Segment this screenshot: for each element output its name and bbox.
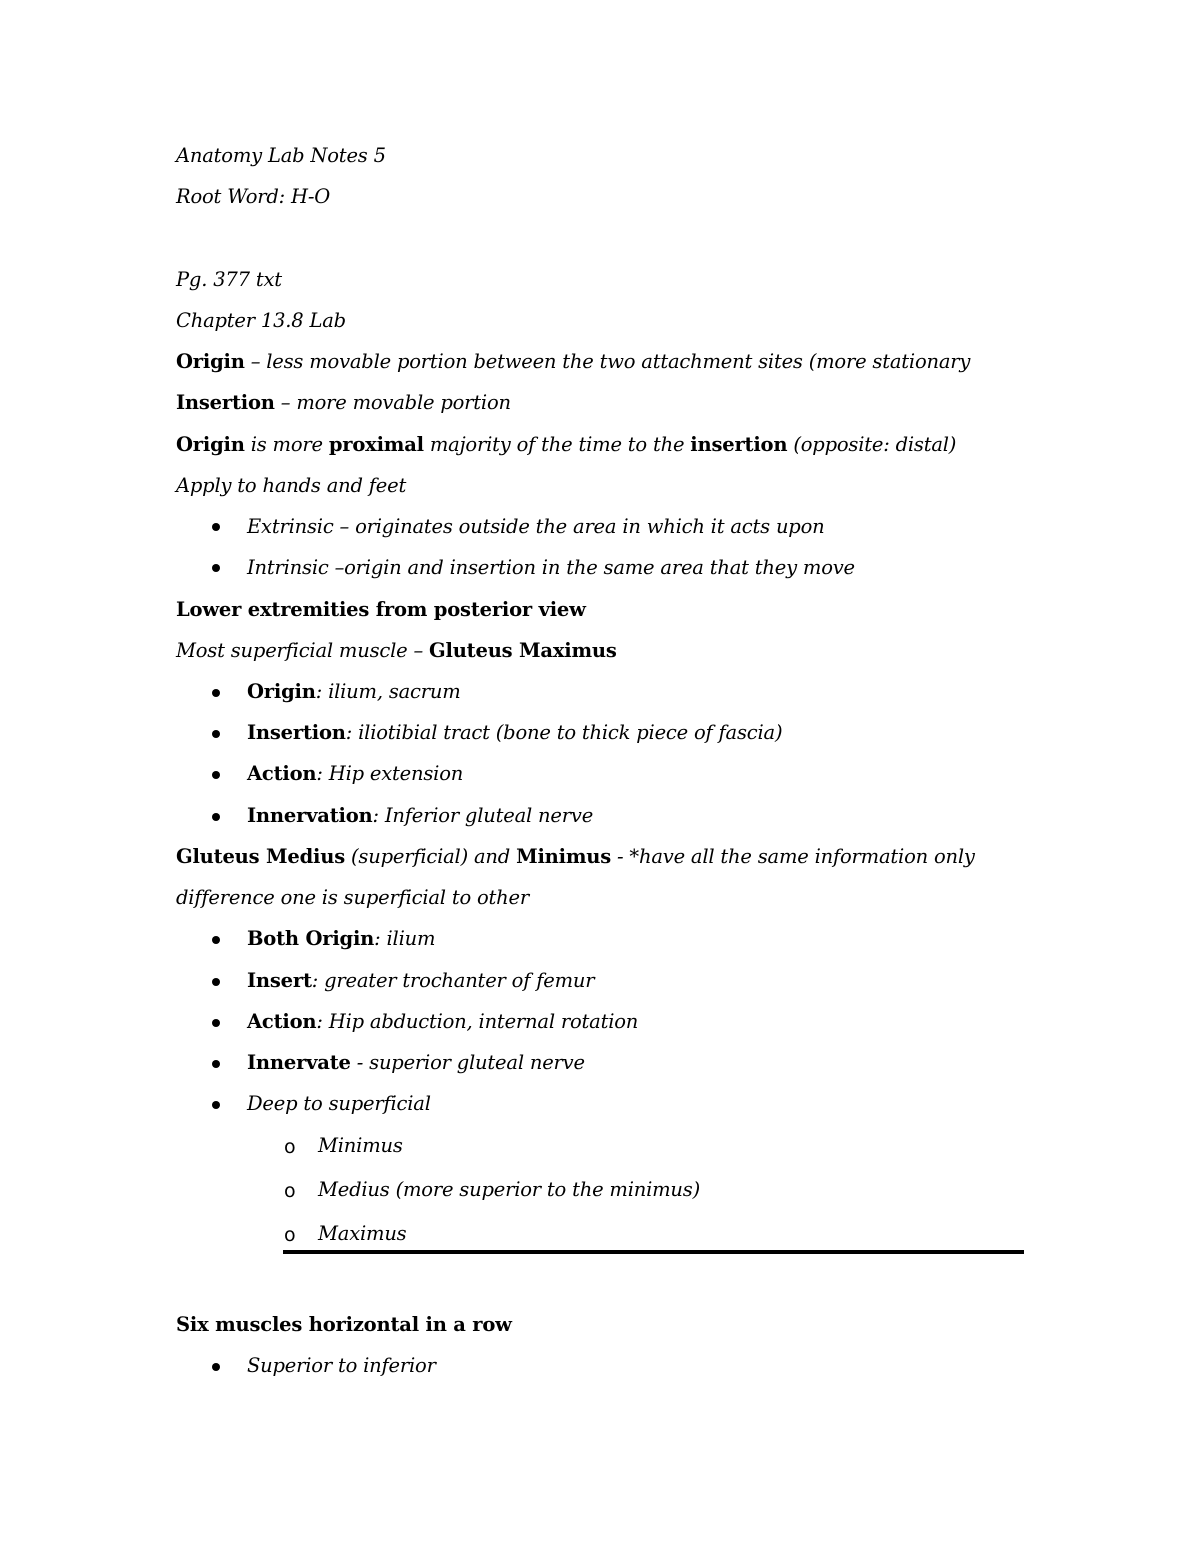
rel-text2: majority of the time to the: [423, 433, 691, 456]
bullet-icon: [212, 813, 220, 821]
doc-title: Anatomy Lab Notes 5: [176, 144, 386, 167]
deep-to-superficial: Deep to superficial: [247, 1092, 431, 1115]
maximus-innervation: [247, 804, 593, 828]
sub-item-maximus: Maximus: [318, 1222, 407, 1245]
page-ref: Pg. 377 txt: [176, 268, 282, 291]
bullet-icon: [212, 978, 220, 986]
medius-innervate-label: Innervate: [247, 1051, 351, 1074]
sub-item-minimus: Minimus: [318, 1134, 403, 1157]
maximus-insertion-label: Insertion: [247, 721, 346, 744]
superficial-muscle: Gluteus Maximus: [429, 639, 617, 662]
relation-line: [176, 433, 956, 457]
bullet-icon: [212, 1060, 220, 1068]
maximus-action-label: Action: [247, 762, 317, 785]
sub-bullet-icon: o: [284, 1224, 296, 1246]
medius-action-label: Action: [247, 1010, 317, 1033]
apply-line: Apply to hands and feet: [176, 474, 407, 497]
medius-innervate: [247, 1051, 585, 1075]
intrinsic-item: Intrinsic –origin and insertion in the same area that they move: [247, 556, 855, 579]
bullet-icon: [212, 1363, 220, 1371]
minimus-name: Minimus: [516, 845, 612, 868]
insertion-definition: [176, 391, 511, 415]
medius-origin-label: Both Origin: [247, 927, 375, 950]
sub-bullet-icon: o: [284, 1180, 296, 1202]
medius-origin: [247, 927, 435, 951]
rel-text3: (opposite: distal): [787, 433, 957, 456]
maximus-origin: [247, 680, 461, 704]
medius-origin-value: : ilium: [374, 927, 436, 950]
six-muscles-heading: Six muscles horizontal in a row: [176, 1313, 512, 1336]
bullet-icon: [212, 1101, 220, 1109]
medius-text1: (superficial) and: [345, 845, 517, 868]
extrinsic-item: Extrinsic – originates outside the area in which it acts upon: [247, 515, 825, 538]
maximus-insertion-value: : iliotibial tract (bone to thick piece of fascia): [345, 721, 783, 744]
medius-insert-value: : greater trochanter of femur: [311, 969, 595, 992]
sub-item-medius: Medius (more superior to the minimus): [318, 1178, 700, 1201]
bullet-icon: [212, 689, 220, 697]
superficial-text: Most superficial muscle –: [176, 639, 430, 662]
medius-insert: [247, 969, 594, 993]
bullet-icon: [212, 730, 220, 738]
maximus-insertion: [247, 721, 782, 745]
rel-insertion: insertion: [690, 433, 788, 456]
insertion-def: – more movable portion: [274, 391, 511, 414]
bullet-icon: [212, 564, 220, 572]
maximus-action-value: : Hip extension: [316, 762, 464, 785]
medius-action-value: : Hip abduction, internal rotation: [316, 1010, 639, 1033]
medius-text2: - *have all the same information only: [611, 845, 975, 868]
origin-def: – less movable portion between the two attachment sites (more stationary: [244, 350, 971, 373]
bullet-icon: [212, 1019, 220, 1027]
medius-name: Gluteus Medius: [176, 845, 345, 868]
lower-extremities-heading: Lower extremities from posterior view: [176, 598, 586, 621]
maximus-origin-value: : ilium, sacrum: [315, 680, 461, 703]
origin-definition: [176, 350, 970, 374]
maximus-origin-label: Origin: [247, 680, 316, 703]
root-word: Root Word: H-O: [176, 185, 331, 208]
maximus-innervation-value: : Inferior gluteal nerve: [372, 804, 594, 827]
medius-intro-cont: difference one is superficial to other: [176, 886, 530, 909]
medius-insert-label: Insert: [247, 969, 312, 992]
bullet-icon: [212, 771, 220, 779]
medius-action: [247, 1010, 638, 1034]
medius-intro: [176, 845, 975, 869]
maximus-action: [247, 762, 463, 786]
rel-origin: Origin: [176, 433, 245, 456]
bullet-icon: [212, 936, 220, 944]
chapter-ref: Chapter 13.8 Lab: [176, 309, 346, 332]
superficial-line: [176, 639, 617, 663]
rel-proximal: proximal: [328, 433, 424, 456]
sub-bullet-icon: o: [284, 1136, 296, 1158]
superior-to-inferior: Superior to inferior: [247, 1354, 436, 1377]
medius-innervate-value: - superior gluteal nerve: [350, 1051, 585, 1074]
bullet-icon: [212, 523, 220, 531]
rel-text1: is more: [244, 433, 329, 456]
maximus-innervation-label: Innervation: [247, 804, 373, 827]
insertion-term: Insertion: [176, 391, 275, 414]
horizontal-rule: [283, 1250, 1024, 1254]
origin-term: Origin: [176, 350, 245, 373]
